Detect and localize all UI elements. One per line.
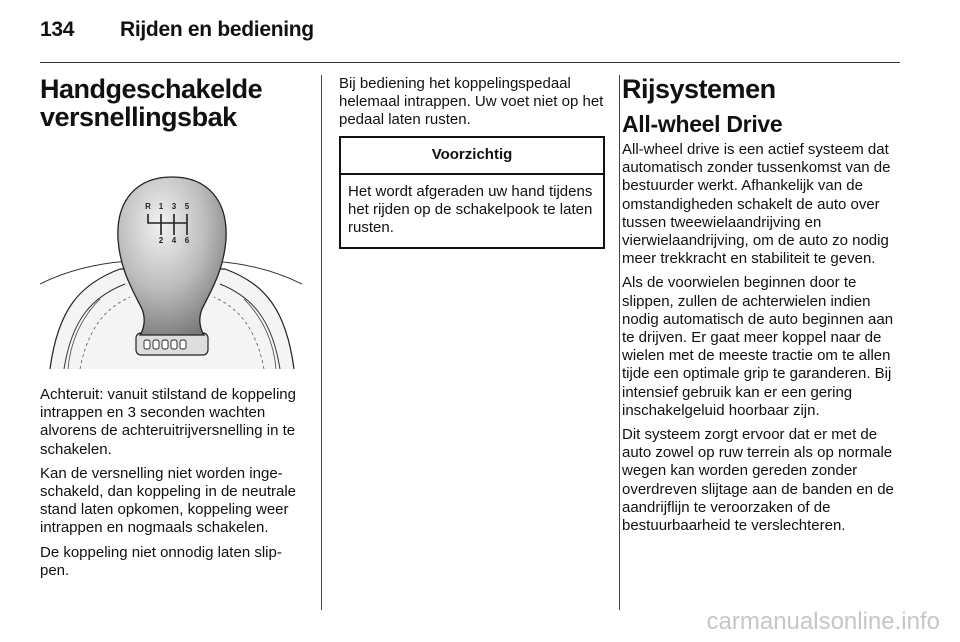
page-header [40, 18, 920, 48]
paragraph-awd-slip: Als de voorwielen beginnen door te slippen, zullen de achterwielen indien nodig automatisch de auto beginnen aan te drijven. Er gaat meer koppel naar de wielen met de meeste tractie om te allen tijde een optimale grip te garanderen. Bij intensief gebruik kan er een gering inschakelgeluid hoorbaar zijn. [622, 274, 894, 419]
page-number: 134 [40, 18, 75, 41]
header-rule [40, 62, 900, 63]
gear-label-1: 1 [158, 202, 164, 211]
gear-label-3: 3 [171, 202, 177, 211]
page-title: Rijden en bediening [120, 18, 314, 41]
column-left [40, 75, 306, 586]
caution-title: Voorzichtig [341, 138, 603, 175]
paragraph-awd-terrain: Dit systeem zorgt ervoor dat er met de auto zowel op ruw terrein als op normale wegen kan worden gereden zonder overdreven slijtage aan de banden en de aandrijflijn te veroorzaken of de bestuurbaarheid te verslechteren. [622, 426, 894, 535]
caution-text: Het wordt afgeraden uw hand tijdens het rijden op de schakelpook te laten rusten. [348, 182, 593, 237]
gear-knob-drawing [40, 159, 302, 369]
watermark: carmanualsonline.info [706, 608, 940, 635]
gear-label-6: 6 [184, 236, 190, 245]
paragraph-reverse-gear: Achteruit: vanuit stilstand de koppeling intrappen en 3 seconden wachten alvorens de achteruitrijversnelling in te schakelen. [40, 386, 296, 458]
caution-box [339, 136, 605, 250]
paragraph-gear-engage: Kan de versnelling niet worden ingeschakeld, dan koppeling in de neutrale stand laten opkomen, koppeling weer intrappen en nogmaals schakelen. [40, 464, 297, 537]
gear-label-4: 4 [171, 236, 177, 245]
paragraph-clutch-slip: De koppeling niet onnodig laten slippen. [40, 543, 282, 579]
subheading-all-wheel-drive: All-wheel Drive [622, 111, 783, 137]
gear-label-R: R [145, 202, 151, 211]
column-divider-2 [619, 75, 620, 610]
column-middle [339, 75, 605, 249]
section-heading-manual-transmission: Handgeschakelde versnellingsbak [40, 74, 263, 132]
column-right [622, 75, 907, 541]
column-divider-1 [321, 75, 322, 610]
section-heading-driving-systems: Rijsystemen [622, 74, 776, 104]
gear-label-5: 5 [184, 202, 190, 211]
paragraph-clutch-pedal: Bij bediening het koppelingspedaal helemaal intrappen. Uw voet niet op het pedaal laten rusten. [339, 75, 604, 129]
gear-shift-illustration [40, 159, 302, 369]
gear-label-2: 2 [158, 236, 164, 245]
paragraph-awd-intro: All-wheel drive is een actief systeem dat automatisch zonder tussenkomst van de bestuurder werkt. Afhankelijk van de omstandigheden schakelt de auto over tussen tweewielaandrijving en vierwielaandrijving, om de auto zo nodig meer trekkracht en stabiliteit te geven. [622, 141, 891, 268]
